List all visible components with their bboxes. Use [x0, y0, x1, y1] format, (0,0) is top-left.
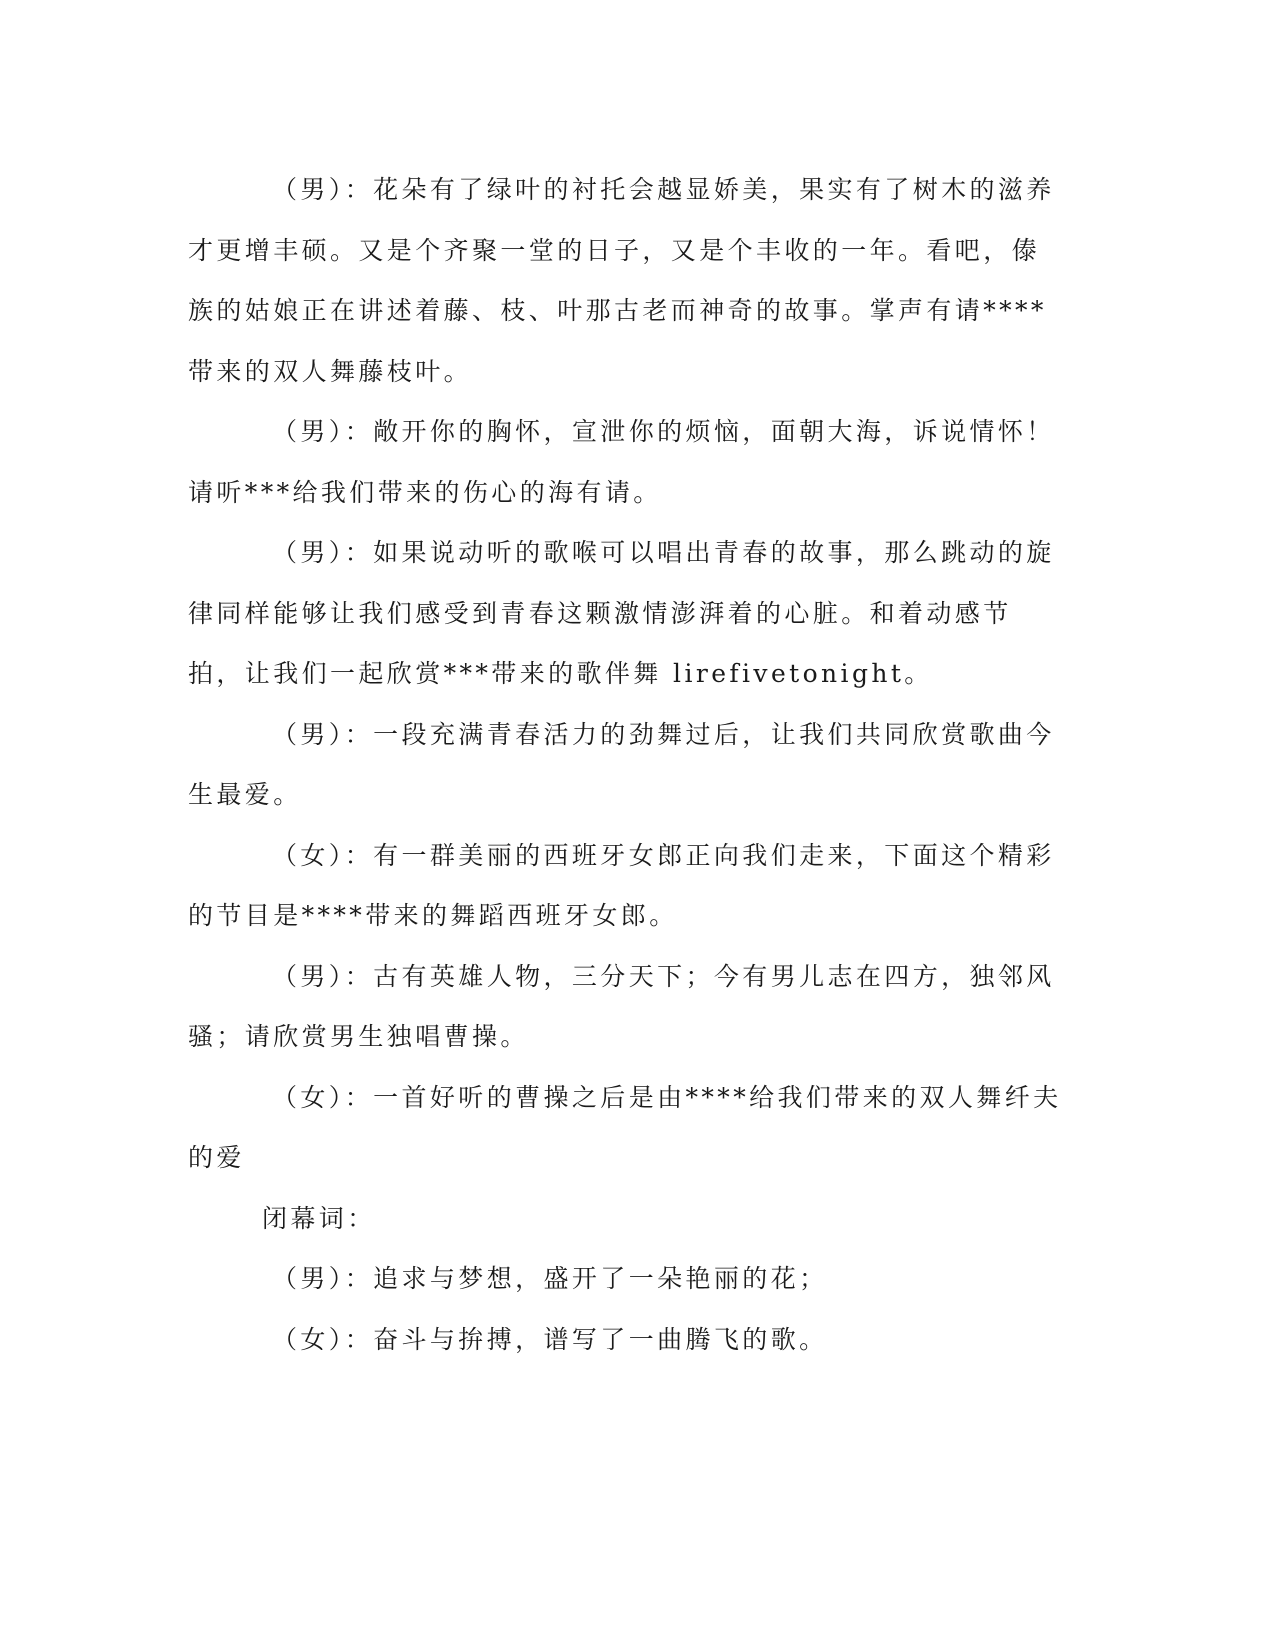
document-body	[188, 160, 1068, 1370]
paragraph-3: （男）：如果说动听的歌喉可以唱出青春的故事，那么跳动的旋律同样能够让我们感受到青春这颗激情澎湃着的心脏。和着动感节拍，让我们一起欣赏***带来的歌伴舞 lirefivetonight。	[188, 538, 1055, 688]
closing-line-1: （男）：追求与梦想，盛开了一朵艳丽的花；	[272, 1264, 828, 1293]
paragraph-1: （男）：花朵有了绿叶的衬托会越显娇美，果实有了树木的滋养才更增丰硕。又是个齐聚一堂的日子，又是个丰收的一年。看吧，傣族的姑娘正在讲述着藤、枝、叶那古老而神奇的故事。掌声有请****带来的双人舞藤枝叶。	[188, 175, 1055, 386]
closing-line-2: （女）：奋斗与拚搏，谱写了一曲腾飞的歌。	[272, 1324, 828, 1354]
paragraph-6: （男）：古有英雄人物，三分天下；今有男儿志在四方，独邻风骚；请欣赏男生独唱曹操。	[188, 961, 1055, 1051]
closing-heading: 闭幕词：	[262, 1203, 376, 1233]
paragraph-2: （男）：敞开你的胸怀，宣泄你的烦恼，面朝大海，诉说情怀！请听***给我们带来的伤心的海有请。	[188, 417, 1055, 507]
paragraph-7: （女）：一首好听的曹操之后是由****给我们带来的双人舞纤夫的爱	[188, 1082, 1062, 1172]
paragraph-4: （男）：一段充满青春活力的劲舞过后，让我们共同欣赏歌曲今生最爱。	[188, 719, 1055, 809]
paragraph-5: （女）：有一群美丽的西班牙女郎正向我们走来，下面这个精彩的节目是****带来的舞蹈西班牙女郎。	[188, 840, 1055, 930]
